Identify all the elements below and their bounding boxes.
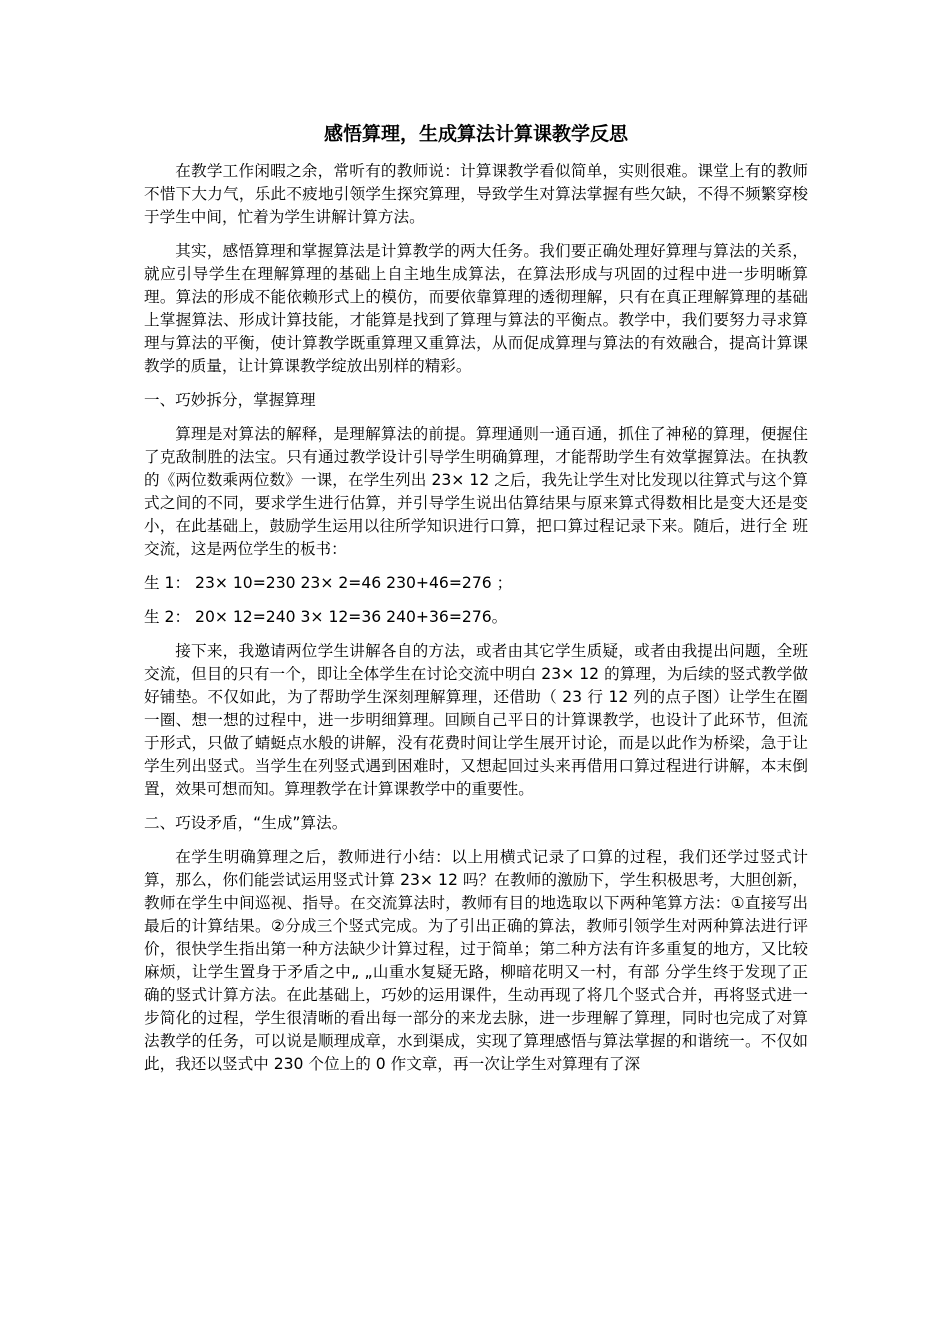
paragraph-discussion: 接下来，我邀请两位学生讲解各自的方法，或者由其它学生质疑，或者由我提出问题，全班交流，但目的只有一个，即让全体学生在讨论交流中明白 23× 12 的算理，为后续的竖式教学做好铺垫。不仅如此，为了帮助学生深刻理解算理，还借助（ 23 行 12 列的点子图）让学生在圈一圈、想一想的过程中，进一步明细算理。回顾自己平日的计算课教学，也设计了此环节，但流于形式，只做了蜻蜓点水般的讲解，没有花费时间让学生展开讨论，而是以此作为桥梁，急于让学生列出竖式。当学生在列竖式遇到困难时，又想起回过头来再借用口算过程进行讲解，本末倒置，效果可想而知。算理教学在计算课教学中的重要性。 <box>144 642 808 798</box>
paragraph-section-1: 算理是对算法的解释，是理解算法的前提。算理通则一通百通，抓住了神秘的算理，便握住了克敌制胜的法宝。只有通过教学设计引导学生明确算理，才能帮助学生有效掌握算法。在执教的《两位数乘两位数》一课，在学生列出 23× 12 之后，我先让学生对比发现以往算式与这个算式之间的不同，要求学生进行估算，并引导学生说出估算结果与原来算式得数相比是变大还是变小，在此基础上，鼓励学生运用以往所学知识进行口算，把口算过程记录下来。随后，进行全 班交流，这是两位学生的板书： <box>144 425 808 558</box>
paragraph-intro: 在教学工作闲暇之余，常听有的教师说：计算课教学看似简单，实则很难。课堂上有的教师不惜下大力气，乐此不疲地引领学生探究算理，导致学生对算法掌握有些欠缺，不得不频繁穿梭于学生中间，忙着为学生讲解计算方法。 <box>144 162 808 226</box>
section-heading-2: 二、巧设矛盾，“生成”算法。 <box>144 814 348 832</box>
student-1-work: 生 1： 23× 10=230 23× 2=46 230+46=276 ； <box>144 574 513 592</box>
document-page <box>144 120 808 1087</box>
section-heading-1: 一、巧妙拆分，掌握算理 <box>144 391 316 409</box>
document-title: 感悟算理，生成算法计算课教学反思 <box>323 123 628 145</box>
student-2-work: 生 2： 20× 12=240 3× 12=36 240+36=276。 <box>144 608 508 626</box>
paragraph-section-2: 在学生明确算理之后，教师进行小结：以上用横式记录了口算的过程，我们还学过竖式计算，那么，你们能尝试运用竖式计算 23× 12 吗？在教师的激励下，学生积极思考，大胆创新，教师在学生中间巡视、指导。在交流算法时，教师有目的地选取以下两种笔算方法：①直接写出最后的计算结果。②分成三个竖式完成。为了引出正确的算法，教师引领学生对两种算法进行评价，很快学生指出第一种方法缺少计算过程，过于简单；第二种方法有许多重复的地方，又比较麻烦，让学生置身于矛盾之中„ „山重水复疑无路，柳暗花明又一村，有部 分学生终于发现了正确的竖式计算方法。在此基础上，巧妙的运用课件，生动再现了将几个竖式合并，再将竖式进一步简化的过程，学生很清晰的看出每一部分的来龙去脉，进一步理解了算理，同时也完成了对算法教学的任务，可以说是顺理成章，水到渠成，实现了算理感悟与算法掌握的和谐统一。不仅如此，我还以竖式中 230 个位上的 0 作文章，再一次让学生对算理有了深 <box>144 848 808 1073</box>
paragraph-overview: 其实，感悟算理和掌握算法是计算教学的两大任务。我们要正确处理好算理与算法的关系，就应引导学生在理解算理的基础上自主地生成算法，在算法形成与巩固的过程中进一步明晰算理。算法的形成不能依赖形式上的模仿，而要依靠算理的透彻理解，只有在真正理解算理的基础上掌握算法、形成计算技能，才能算是找到了算理与算法的平衡点。教学中，我们要努力寻求算理与算法的平衡，使计算教学既重算理又重算法，从而促成算理与算法的有效融合，提高计算课教学的质量，让计算课教学绽放出别样的精彩。 <box>144 242 808 375</box>
